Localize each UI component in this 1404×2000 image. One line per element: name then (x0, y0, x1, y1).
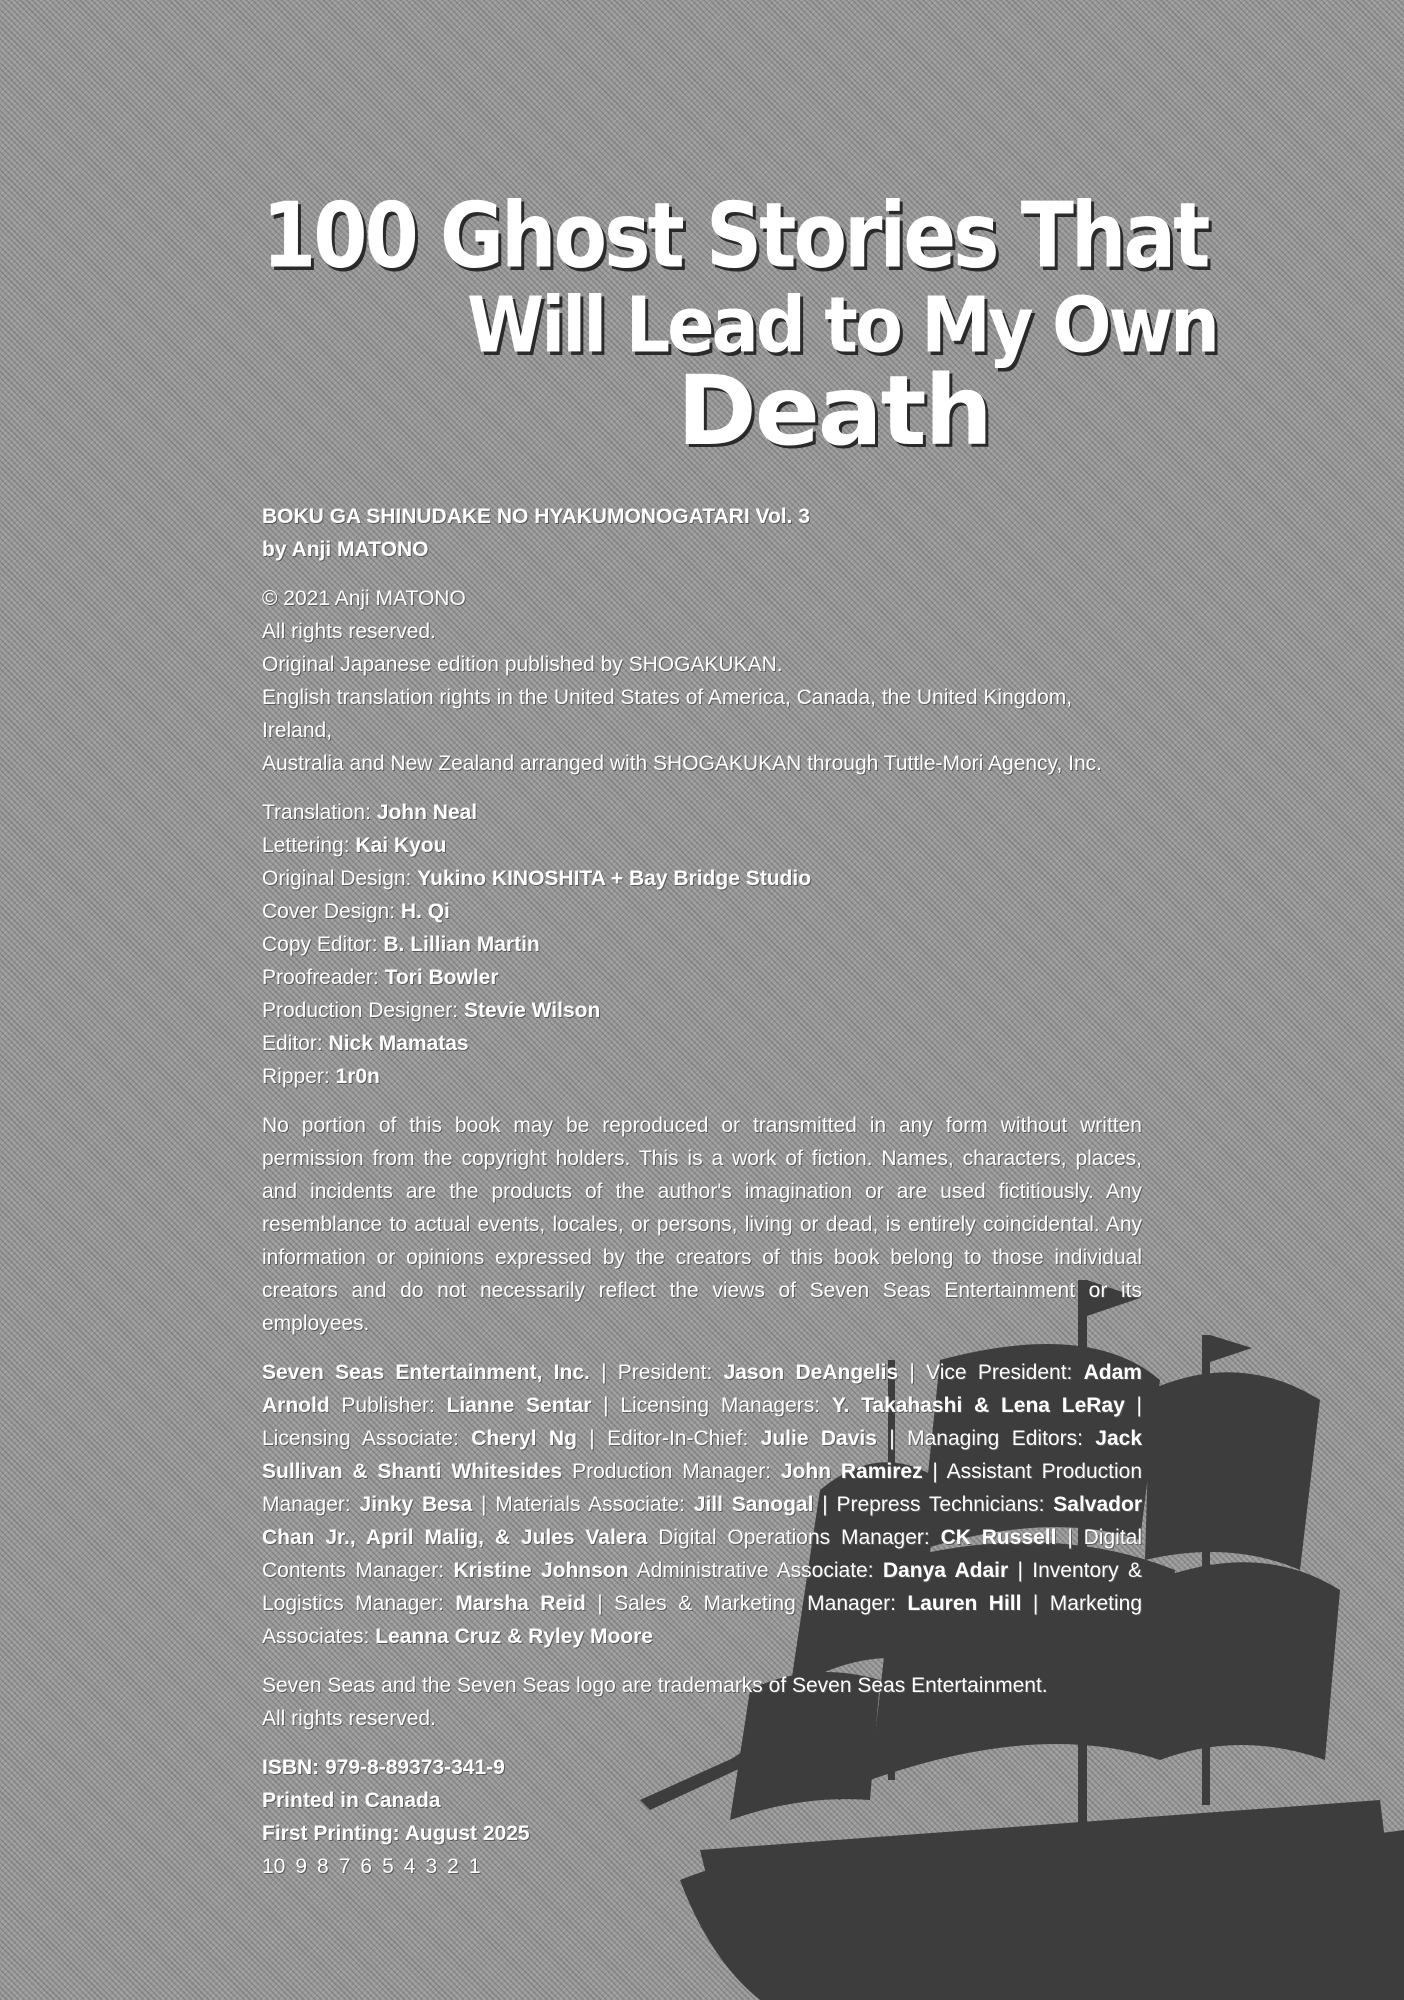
logo-line-2: Will Lead to My Own (467, 280, 1217, 371)
print-number: 4 (403, 1855, 416, 1878)
book-title: BOKU GA SHINUDAKE NO HYAKUMONOGATARI Vol. 3 (262, 505, 810, 528)
logo-line-3: Death (677, 355, 991, 467)
disclaimer: No portion of this book may be reproduced or transmitted in any form without written permission from the copyright holders. This is a work of fiction. Names, characters, places, and incidents are the products of the author's imagination or are used fictitiously. Any resemblance to actual events, locales, or persons, living or dead, is entirely coincidental. Any information or opinions expressed by the creators of this book belong to those individual creators and do not necessarily reflect the views of Seven Seas Entertainment or its employees. (262, 1114, 1142, 1335)
credit-line: Production Designer: Stevie Wilson (262, 999, 601, 1022)
credit-line: Cover Design: H. Qi (262, 900, 450, 923)
print-number: 2 (447, 1855, 459, 1878)
trademark-line: Seven Seas and the Seven Seas logo are trademarks of Seven Seas Entertainment. (262, 1674, 1048, 1697)
print-number: 1 (468, 1855, 481, 1878)
credit-line: Proofreader: Tori Bowler (262, 966, 499, 989)
copyright-page (262, 500, 1142, 1883)
print-number: 6 (360, 1855, 373, 1878)
credit-line: Original Design: Yukino KINOSHITA + Bay Bridge Studio (262, 867, 812, 890)
credit-line: Copy Editor: B. Lillian Martin (262, 933, 540, 956)
staff-list: Seven Seas Entertainment, Inc. | President: Jason DeAngelis | Vice President: Adam Arnold Publisher: Lianne Sentar | Licensing Managers: Y. Takahashi & Lena LeRay | Licensing Associate: Cheryl Ng | Editor-In-Chief: Julie Davis | Managing Editors: Jack Sullivan & Shanti Whitesides Production Manager: John Ramirez | Assistant Production Manager: Jinky Besa | Materials Associate: Jill Sanogal | Prepress Technicians: Salvador Chan Jr., April Malig, & Jules Valera Digital Operations Manager: CK Russell | Digital Contents Manager: Kristine Johnson Administrative Associate: Danya Adair | Inventory & Logistics Manager: Marsha Reid | Sales & Marketing Manager: Lauren Hill | Marketing Associates: Leanna Cruz & Ryley Moore (262, 1361, 1143, 1648)
print-number: 5 (382, 1855, 394, 1878)
logo-line-1: 100 Ghost Stories That (262, 185, 1208, 289)
print-number: 3 (425, 1855, 438, 1878)
rights-line: Australia and New Zealand arranged with SHOGAKUKAN through Tuttle-Mori Agency, Inc. (262, 752, 1103, 775)
print-number: 7 (338, 1855, 351, 1878)
credits-list (262, 796, 1142, 1093)
credit-line: Editor: Nick Mamatas (262, 1032, 469, 1055)
book-logo (262, 185, 1217, 475)
credit-line: Lettering: Kai Kyou (262, 834, 447, 857)
printing-numbers (262, 1850, 1142, 1883)
credit-line: Translation: John Neal (262, 801, 478, 824)
rights-line: All rights reserved. (262, 620, 436, 643)
byline: by Anji MATONO (262, 538, 429, 561)
print-number: 8 (317, 1855, 329, 1878)
rights-line: English translation rights in the United States of America, Canada, the United Kingdom, Ireland, (262, 686, 1073, 742)
isbn: ISBN: 979-8-89373-341-9 (262, 1756, 505, 1779)
trademark-line: All rights reserved. (262, 1707, 436, 1730)
rights-line: © 2021 Anji MATONO (262, 587, 466, 610)
print-number: 9 (295, 1855, 308, 1878)
print-number: 10 (262, 1855, 286, 1878)
printed-in: Printed in Canada (262, 1789, 441, 1812)
credit-line: Ripper: 1r0n (262, 1065, 380, 1088)
first-printing: First Printing: August 2025 (262, 1822, 530, 1845)
rights-line: Original Japanese edition published by SHOGAKUKAN. (262, 653, 783, 676)
